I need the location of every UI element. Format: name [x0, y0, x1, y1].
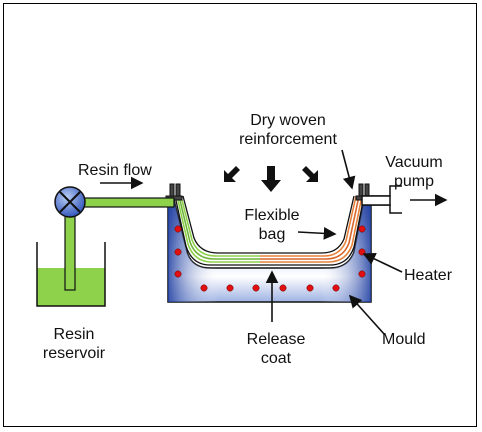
pressure-arrow-right	[302, 166, 318, 182]
heater-dot	[359, 226, 365, 232]
pressure-arrow-down	[261, 166, 281, 192]
resin-flow-label: Resin flow	[78, 162, 152, 179]
heater-dot	[253, 285, 259, 291]
dry-woven-label: Dry woven reinforcement	[239, 112, 337, 148]
heater-dot	[280, 285, 286, 291]
release-coat-label: Release coat	[246, 331, 306, 367]
vacuum-pump-label: Vacuum pump	[385, 154, 443, 190]
pressure-arrow-left	[224, 166, 240, 182]
resin-reservoir-label: Resin reservoir	[42, 326, 106, 362]
reinforcement-pointer	[342, 150, 352, 188]
heater-label: Heater	[404, 267, 453, 284]
valve-icon	[55, 187, 85, 217]
heater-dot	[227, 285, 233, 291]
heater-dot	[201, 285, 207, 291]
pressure-arrows	[224, 166, 318, 192]
heater-dot	[333, 285, 339, 291]
heater-dot	[175, 271, 181, 277]
mould-label: Mould	[382, 331, 426, 348]
heater-dot	[307, 285, 313, 291]
heater-dot	[175, 249, 181, 255]
flexible-bag-label: Flexible bag	[244, 207, 300, 243]
heater-dot	[359, 271, 365, 277]
heater-dot	[175, 226, 181, 232]
